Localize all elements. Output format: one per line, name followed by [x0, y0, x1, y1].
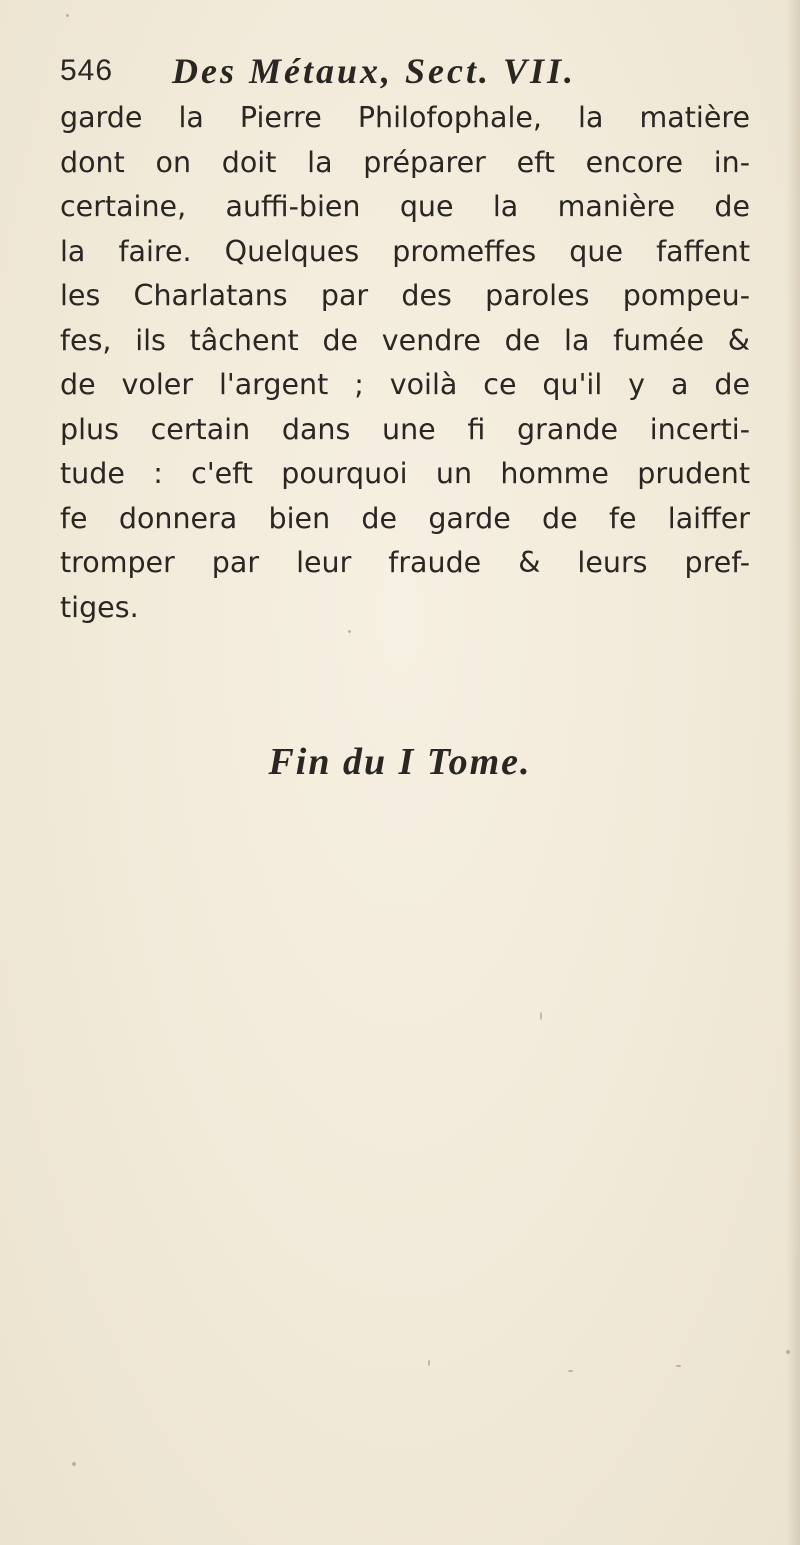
body-paragraph — [60, 96, 750, 630]
text-line: garde la Pierre Philofophale, la matière — [60, 101, 750, 134]
text-line: dont on doit la préparer eft encore in- — [60, 145, 750, 179]
text-line: tromper par leur fraude & leurs pref- — [60, 546, 750, 579]
running-head — [60, 50, 750, 94]
paper-speck — [72, 1462, 76, 1466]
text-line: plus certain dans une fi grande incerti- — [60, 412, 750, 446]
paper-speck — [348, 630, 351, 633]
text-line: fe donnera bien de garde de fe laiffer — [60, 501, 750, 535]
paper-speck — [540, 1012, 542, 1020]
paper-speck — [786, 1350, 790, 1354]
text-line: de voler l'argent ; voilà ce qu'il y a de — [60, 368, 750, 401]
end-of-volume-note: Fin du I Tome. — [268, 741, 532, 783]
running-title: Des Métaux, Sect. VII. — [172, 51, 577, 91]
text-line: tude : c'eft pourquoi un homme prudent — [60, 457, 750, 490]
text-line: tiges. — [60, 590, 139, 624]
page-number: 546 — [60, 54, 114, 87]
paper-speck — [66, 14, 69, 17]
text-line: la faire. Quelques promeffes que faffent — [60, 234, 750, 268]
paper-speck — [568, 1370, 573, 1372]
paper-speck — [428, 1360, 430, 1366]
text-line: certaine, auffi-bien que la manière de — [60, 190, 750, 223]
paper-speck — [676, 1365, 681, 1367]
text-line: les Charlatans par des paroles pompeu- — [60, 279, 750, 312]
text-line: fes, ils tâchent de vendre de la fumée & — [60, 323, 750, 357]
